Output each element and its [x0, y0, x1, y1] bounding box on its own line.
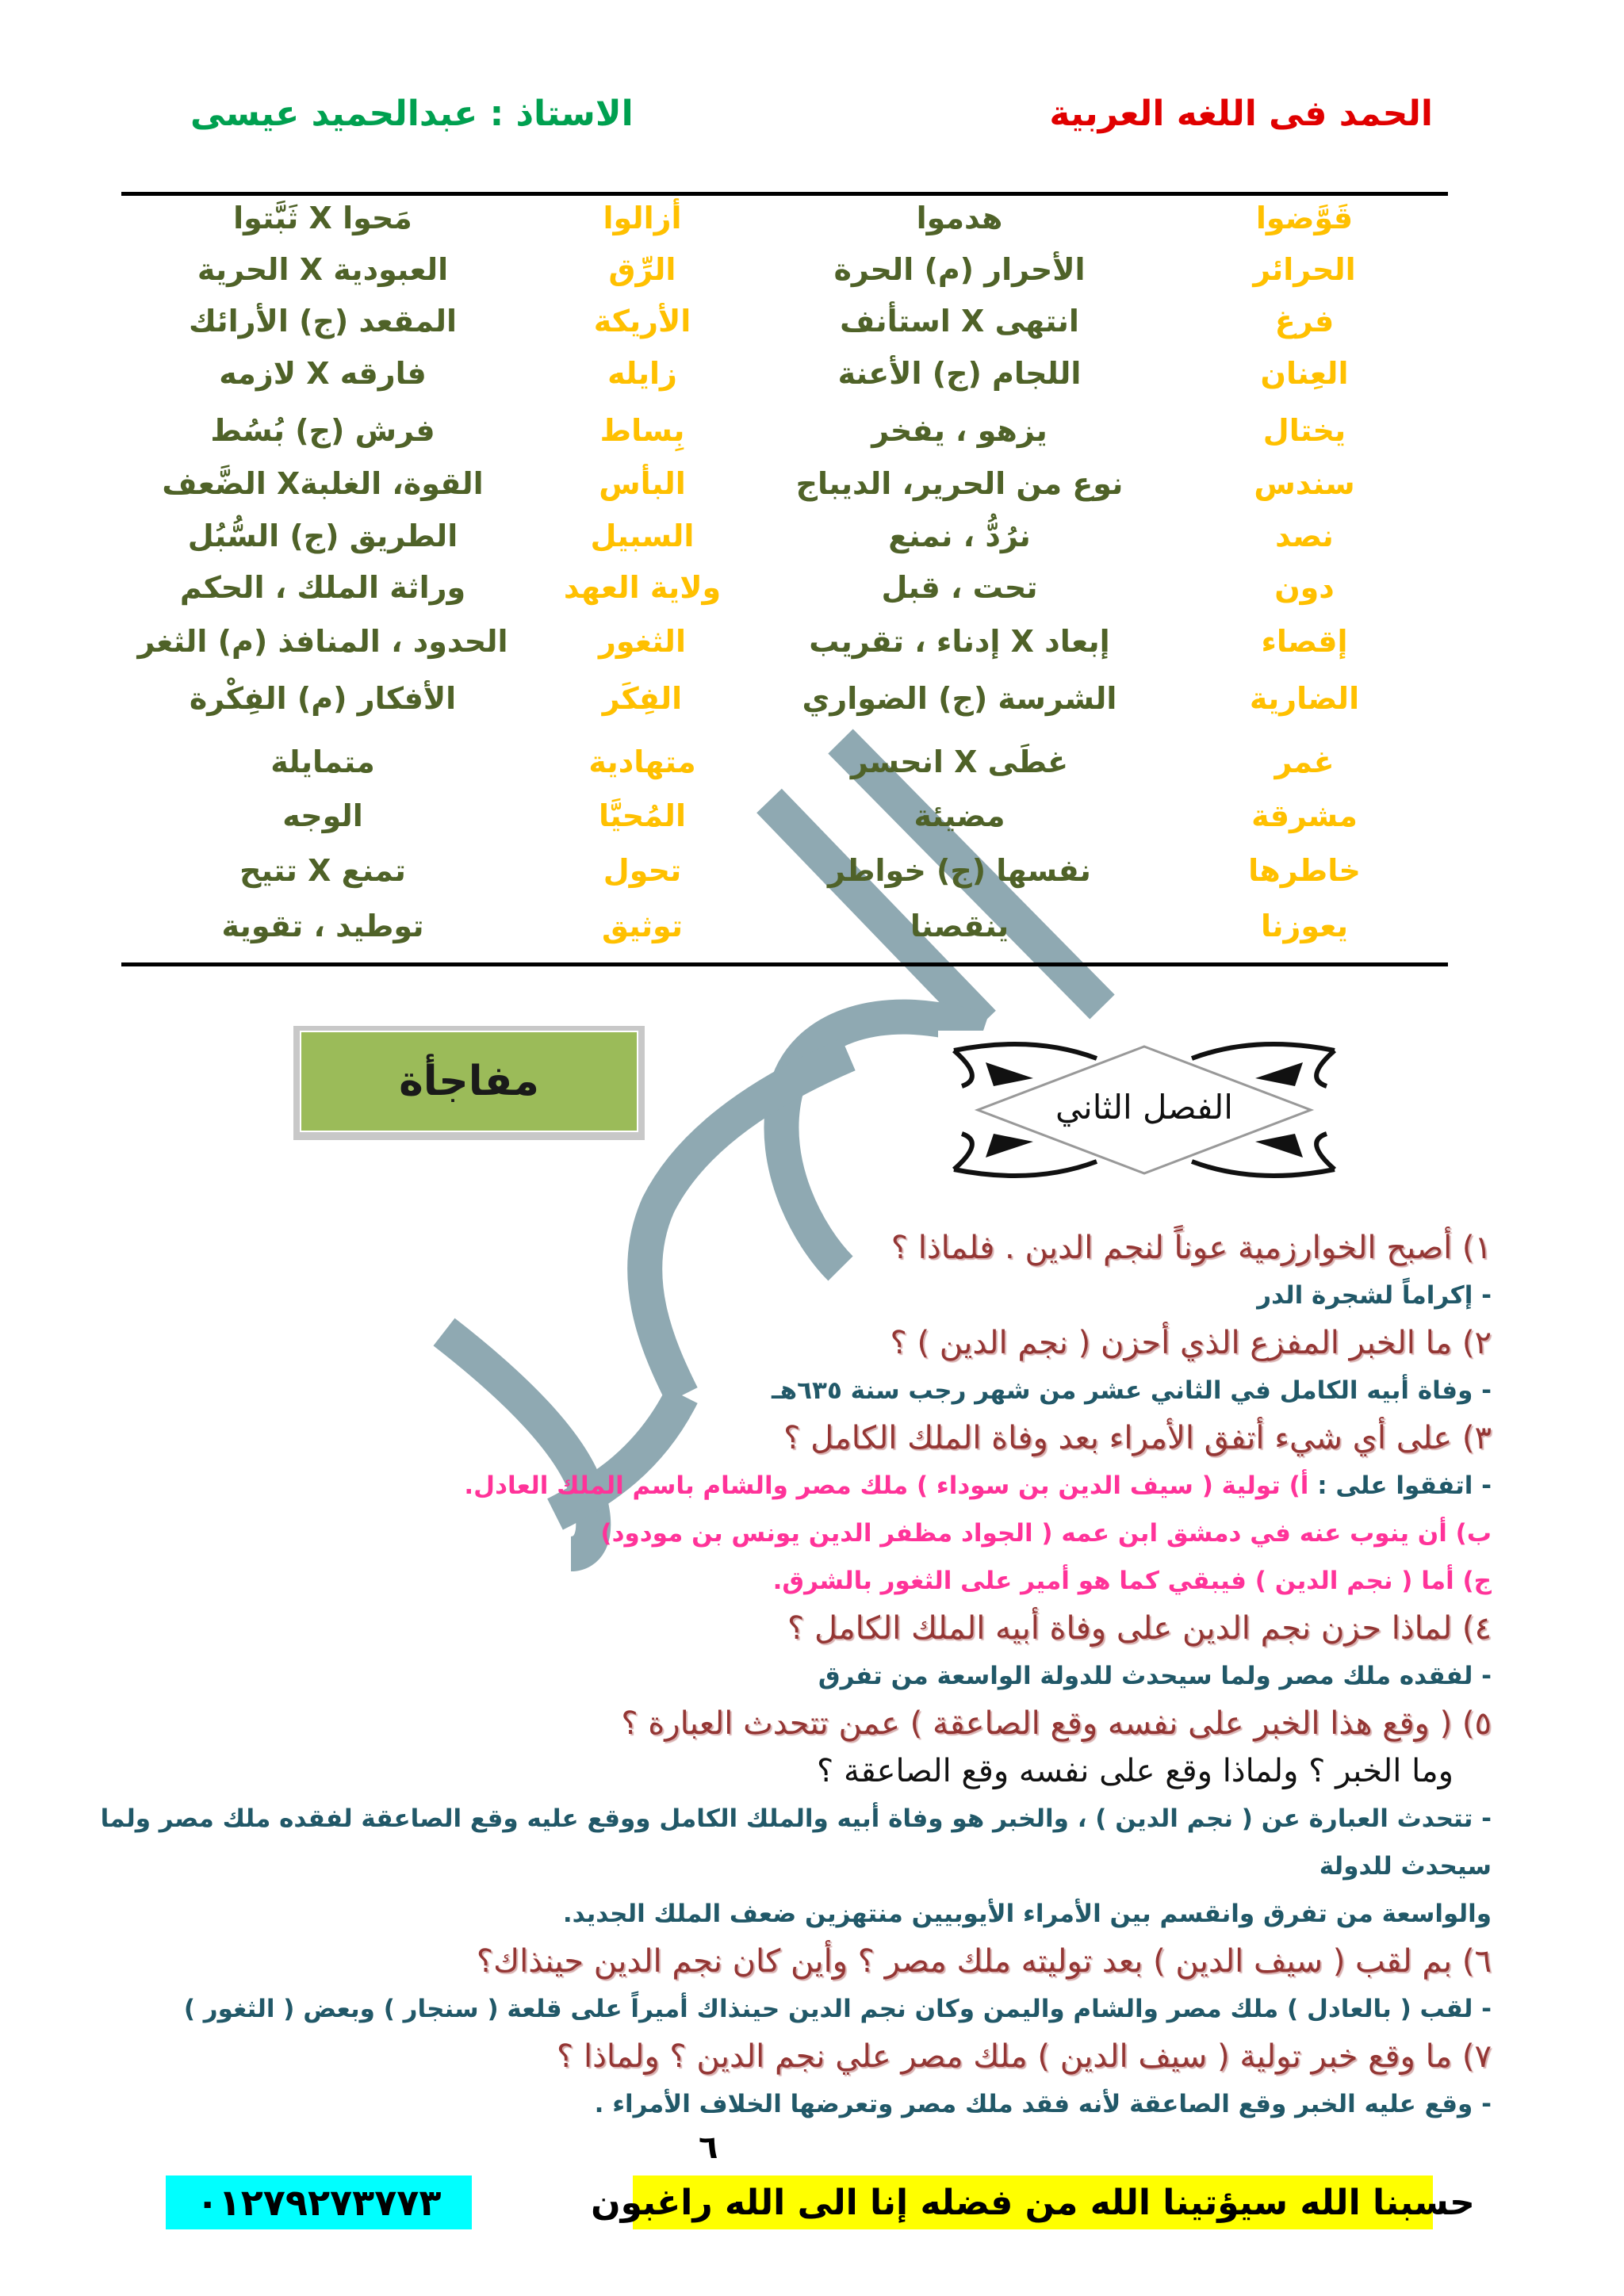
- answer-line: - تتحدث العبارة عن ( نجم الدين ) ، والخبر هو وفاة أبيه والملك الكامل ووقع عليه وقع الصاعقة لفقده ملك مصر ولما سيحدث للدولة: [100, 1804, 1492, 1881]
- vocab-word: تحول: [603, 853, 682, 888]
- chapter-badge: [938, 1031, 1350, 1189]
- vocab-meaning: يزهو ، يفخر: [871, 413, 1048, 448]
- answer-line: - إكراماً لشجرة الدر: [1257, 1281, 1492, 1310]
- question-line: ٦) بم لقب ( سيف الدين ) بعد توليته ملك مصر ؟ وأين كان نجم الدين حينذاك؟: [476, 1943, 1492, 1980]
- answer-line: - لفقده ملك مصر ولما سيحدث للدولة الواسعة من تفرق: [818, 1662, 1492, 1690]
- vocab-word: دون: [1274, 570, 1335, 605]
- vocab-meaning: القوة، الغلبةX الضَّعف: [162, 466, 484, 501]
- vocab-meaning: توطيد ، تقوية: [221, 909, 424, 943]
- vocab-meaning: العبودية X الحرية: [197, 252, 449, 287]
- vocab-word: يعوزنا: [1261, 909, 1348, 943]
- footer: [48, 2175, 1492, 2229]
- vocab-meaning: نفسها (ج) خواطر: [828, 853, 1091, 888]
- surprise-box-shadow: [293, 1026, 645, 1140]
- vocab-word: الرِّق: [608, 252, 676, 287]
- answer-line: ج) أما ( نجم الدين ) فيبقي كما هو أمير على الثغور بالشرق.: [772, 1567, 1492, 1595]
- question-line: ١) أصبح الخوارزمية عوناً لنجم الدين . فلماذا ؟: [891, 1230, 1492, 1266]
- vocab-meaning: تحت ، قبل: [881, 570, 1038, 605]
- vocab-meaning: الوجه: [282, 798, 363, 833]
- vocab-word: سندس: [1254, 466, 1355, 501]
- vocab-word: بِساط: [599, 413, 685, 448]
- answer-line: والواسعة من تفرق وانقسم بين الأمراء الأيوبيين منتهزين ضعف الملك الجديد.: [562, 1900, 1492, 1928]
- vocab-word: أزالوا: [603, 201, 682, 235]
- vocab-word: مشرقة: [1251, 798, 1358, 833]
- vocab-meaning: الأفكار (م) الفِكْرة: [189, 681, 457, 716]
- vocab-word: توثيق: [601, 909, 684, 943]
- question-line: ٢) ما الخبر المفزع الذي أحزن ( نجم الدين ) ؟: [890, 1325, 1492, 1361]
- vocab-meaning: نرُدُّ ، نمنع: [888, 519, 1031, 553]
- answer-line: - وفاة أبيه الكامل في الثاني عشر من شهر رجب سنة ٦٣٥هـ: [772, 1376, 1492, 1405]
- vocab-word: نصد: [1275, 519, 1334, 553]
- vocab-word: زايله: [607, 356, 677, 391]
- vocab-word: متهادية: [588, 744, 696, 779]
- vocab-word: الفِكَر: [602, 681, 683, 716]
- chapter-label: الفصل الثاني: [1055, 1088, 1233, 1127]
- vocab-meaning: تمنع X تتيح: [239, 853, 406, 888]
- vocab-word: الحرائر: [1253, 252, 1356, 287]
- answer-text: أ) تولية ( سيف الدين بن سوداء ) ملك مصر والشام باسم الملك العادل.: [464, 1471, 1309, 1500]
- question-line: ٤) لماذا حزن نجم الدين على وفاة أبيه الملك الكامل ؟: [787, 1610, 1492, 1647]
- vocab-word: قَوَّضوا: [1255, 201, 1354, 235]
- vocab-meaning: نوع من الحرير، الديباج: [795, 466, 1124, 501]
- question-line: ٥) ( وقع هذا الخبر على نفسه وقع الصاعقة ) عمن تتحدث العبارة ؟: [621, 1705, 1492, 1742]
- vocab-meaning: الشرسة (ج) الضواري: [802, 681, 1117, 716]
- vocab-meaning: فارقه X لازمه: [219, 356, 427, 391]
- vocab-word: الأريكة: [593, 304, 691, 339]
- vocab-meaning: هدموا: [916, 201, 1003, 235]
- top-rule: [121, 192, 1448, 196]
- answer-prefix: - اتفقوا على :: [1308, 1471, 1492, 1500]
- vocab-word: المُحيَّا: [599, 798, 686, 833]
- bottom-rule: [121, 962, 1448, 966]
- vocab-meaning: إبعاد X إدناء ، تقريب: [809, 624, 1110, 659]
- answer-line: - لقب ( بالعادل ) ملك مصر والشام واليمن وكان نجم الدين حينذاك أميراً على قلعة ( سنجار ) وبعض ( الثغور ): [183, 1995, 1492, 2023]
- vocab-meaning: متمايلة: [270, 744, 375, 779]
- answer-line: - وقع عليه الخبر وقع الصاعقة لأنه فقد ملك مصر وتعرضها الخلاف الأمراء .: [594, 2090, 1492, 2118]
- vocab-word: السبيل: [590, 519, 695, 553]
- vocab-word: فرغ: [1274, 304, 1335, 339]
- vocab-word: إقصاء: [1261, 624, 1348, 659]
- question-line: ٧) ما وقع خبر تولية ( سيف الدين ) ملك مصر علي نجم الدين ؟ ولماذا ؟: [557, 2038, 1492, 2075]
- vocab-meaning: الحدود ، المنافذ (م) الثغر: [137, 624, 508, 659]
- question-line: وما الخبر ؟ ولماذا وقع على نفسه وقع الصاعقة ؟: [817, 1753, 1454, 1789]
- vocab-meaning: ينقصنا: [910, 909, 1009, 943]
- answer-line: [48, 1462, 1492, 1510]
- vocab-word: الضارية: [1249, 681, 1360, 716]
- vocab-meaning: انتهى X استأنف: [840, 304, 1079, 339]
- footer-prayer: حسبنا الله سيؤتينا الله من فضله إنا الى الله راغبون: [633, 2175, 1433, 2229]
- vocab-word: الثغور: [599, 624, 686, 659]
- vocab-word: خاطرها: [1248, 853, 1361, 888]
- vocab-word: العِنان: [1260, 356, 1349, 391]
- questions-section: [48, 1224, 1492, 2229]
- teacher-name: الاستاذ : عبدالحميد عيسى: [190, 94, 634, 134]
- vocab-word: البأس: [599, 466, 686, 501]
- vocab-meaning: اللجام (ج) الأعنة: [837, 356, 1082, 391]
- vocab-word: يختال: [1262, 413, 1346, 448]
- vocab-meaning: المقعد (ج) الأرائك: [189, 304, 457, 339]
- answer-line: ب) أن ينوب عنه في دمشق ابن عمه ( الجواد مظفر الدين يونس بن مودود): [600, 1519, 1492, 1548]
- vocab-meaning: الطريق (ج) السُّبُل: [187, 519, 458, 553]
- page-title: الحمد فى اللغه العربية: [1049, 94, 1433, 134]
- vocab-word: غمر: [1274, 744, 1335, 779]
- vocab-meaning: مضيئة: [914, 798, 1005, 833]
- vocab-meaning: وراثة الملك ، الحكم: [179, 570, 466, 605]
- page-number: ٦: [699, 2130, 718, 2166]
- footer-phone: ٠١٢٧٩٢٧٣٧٧٣: [166, 2175, 472, 2229]
- vocab-meaning: الأحرار (م) الحرة: [833, 252, 1086, 287]
- vocab-meaning: مَحوا X ثَبَّتوا: [233, 201, 412, 235]
- surprise-label: مفاجأة: [300, 1031, 638, 1132]
- vocab-meaning: غطَى X انحسر: [850, 744, 1069, 779]
- question-line: ٣) على أي شيء أتفق الأمراء بعد وفاة الملك الكامل ؟: [783, 1420, 1492, 1456]
- vocab-meaning: فرش (ج) بُسُط: [210, 413, 435, 448]
- vocab-word: ولاية العهد: [563, 570, 722, 605]
